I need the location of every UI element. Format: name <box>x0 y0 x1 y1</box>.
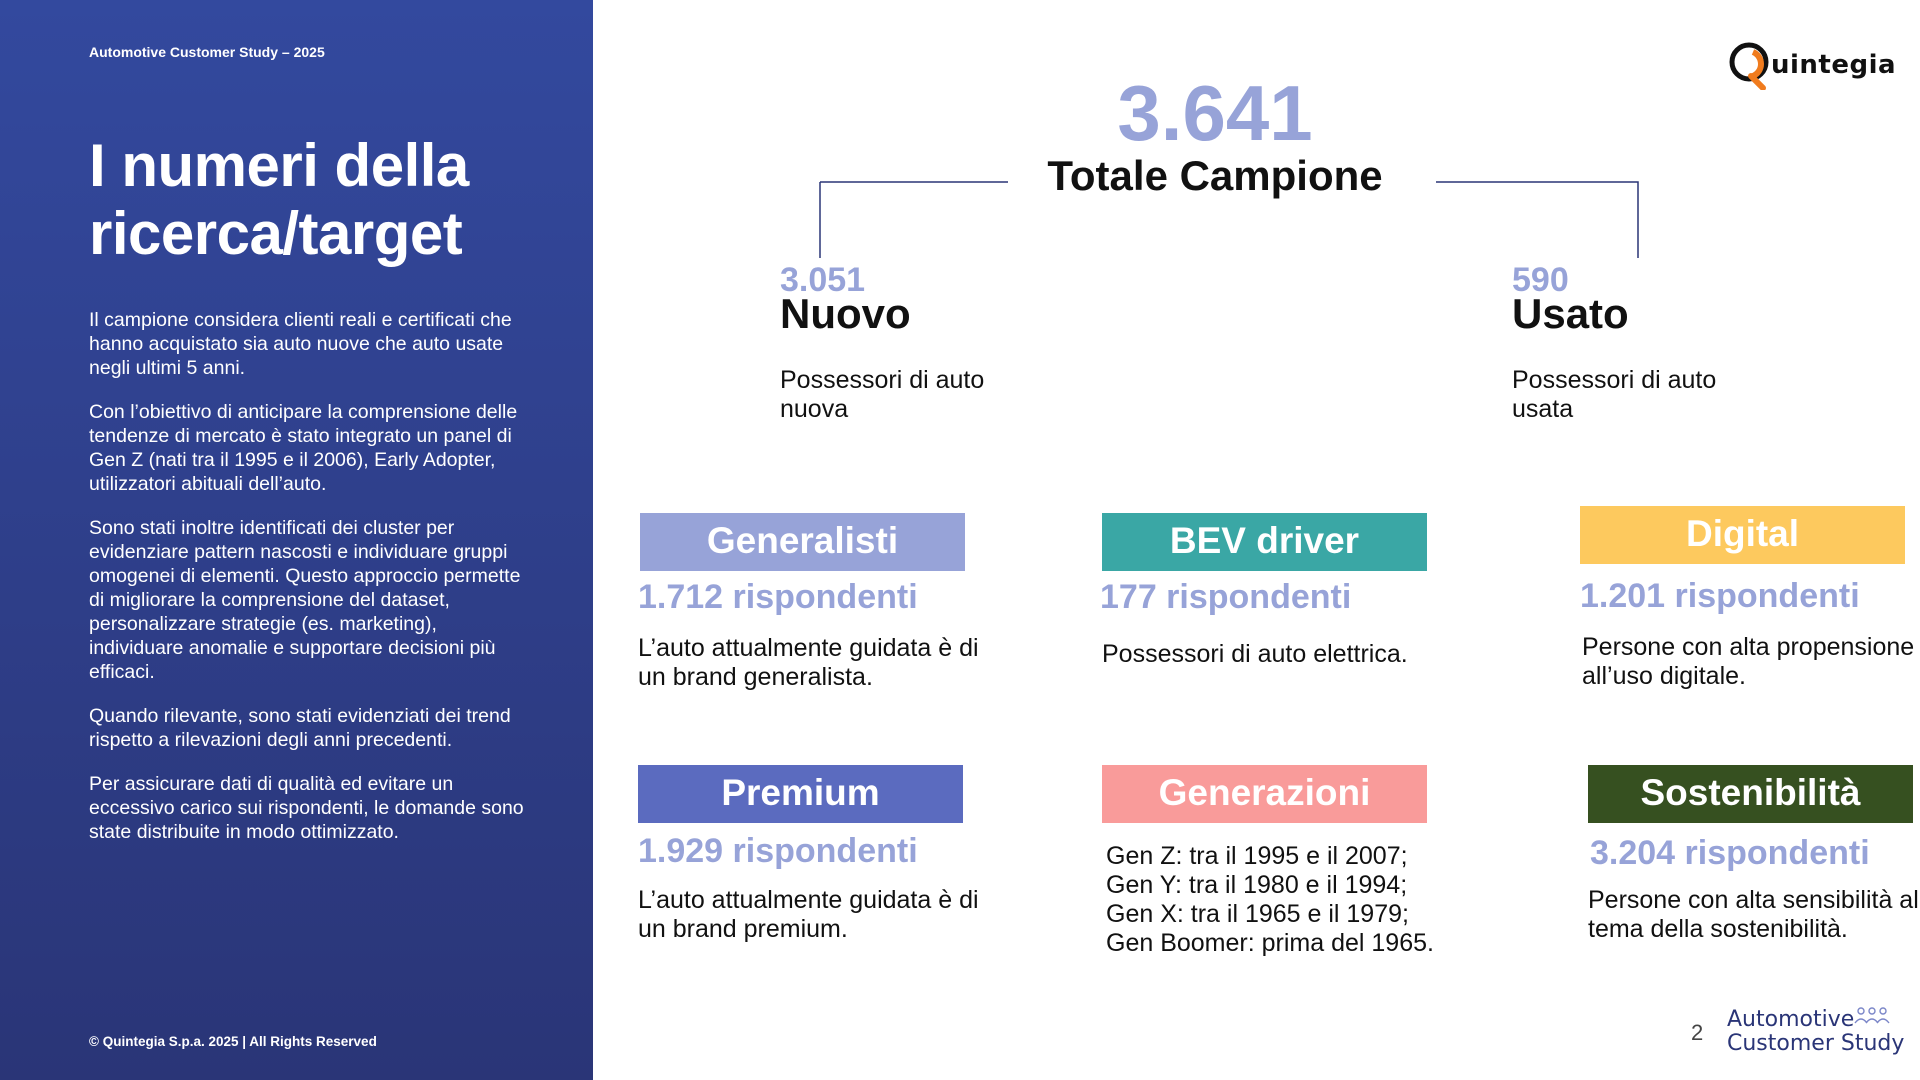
premium-description: L’auto attualmente guidata è di un brand premium. <box>638 886 979 943</box>
usato-description: Possessori di auto usata <box>1512 366 1717 423</box>
generazioni-line: Gen Z: tra il 1995 e il 2007; <box>1106 842 1408 870</box>
intro-paragraphs <box>89 308 529 864</box>
usato-label: Usato <box>1512 290 1629 337</box>
generazioni-header: Generazioni <box>1102 765 1427 823</box>
total-sample-number: 3.641 <box>1117 69 1313 157</box>
bev-driver-description: Possessori di auto elettrica. <box>1102 640 1408 668</box>
generazioni-line: Gen Y: tra il 1980 e il 1994; <box>1106 871 1408 899</box>
digital-count: 1.201 rispondenti <box>1580 577 1860 615</box>
nuovo-label: Nuovo <box>780 290 911 337</box>
intro-paragraph: Sono stati inoltre identificati dei cluster per evidenziare pattern nascosti e individuare gruppi omogenei di elementi. Questo approccio permette di migliorare la comprensione del dataset, personalizzare strategie (es. marketing), individuare anomalie e supportare decisioni più efficaci. <box>89 517 521 683</box>
tree-connector <box>0 0 1920 300</box>
generazioni-line: Gen Boomer: prima del 1965. <box>1106 929 1434 957</box>
copyright-notice: © Quintegia S.p.a. 2025 | All Rights Reserved <box>89 1034 377 1049</box>
intro-paragraph: Con l’obiettivo di anticipare la comprensione delle tendenze di mercato è stato integrato un panel di Gen Z (nati tra il 1995 e il 2006), Early Adopter, utilizzatori abituali dell’auto. <box>89 401 518 495</box>
usato-count: 590 <box>1512 261 1569 299</box>
sostenibilita-description: Persone con alta sensibilità al tema della sostenibilità. <box>1588 886 1919 943</box>
footer-brand-line1: Automotive <box>1727 1007 1855 1032</box>
generalisti-description: L’auto attualmente guidata è di un brand generalista. <box>638 634 979 691</box>
premium-count: 1.929 rispondenti <box>638 832 918 870</box>
page-number: 2 <box>1691 1020 1704 1045</box>
generalisti-count: 1.712 rispondenti <box>638 578 918 616</box>
nuovo-description: Possessori di auto nuova <box>780 366 985 423</box>
digital-description: Persone con alta propensione all’uso digitale. <box>1582 633 1915 690</box>
footer-brand-line2: Customer Study <box>1727 1031 1905 1056</box>
premium-header: Premium <box>638 765 963 823</box>
intro-paragraph: Il campione considera clienti reali e certificati che hanno acquistato sia auto nuove che auto usate negli ultimi 5 anni. <box>89 309 512 379</box>
study-label: Automotive Customer Study – 2025 <box>89 44 325 60</box>
sostenibilita-header: Sostenibilità <box>1588 765 1913 823</box>
bev-driver-count: 177 rispondenti <box>1100 578 1352 616</box>
page-title: I numeri della ricerca/target <box>89 132 469 267</box>
total-sample-label: Totale Campione <box>1047 152 1383 199</box>
logo-text: uintegia <box>1771 50 1897 80</box>
nuovo-count: 3.051 <box>780 261 866 299</box>
intro-paragraph: Quando rilevante, sono stati evidenziati dei trend rispetto a rilevazioni degli anni precedenti. <box>89 705 511 751</box>
intro-paragraph: Per assicurare dati di qualità ed evitare un eccessivo carico sui rispondenti, le domande sono state distribuite in modo ottimizzato. <box>89 773 524 843</box>
generalisti-header: Generalisti <box>640 513 965 571</box>
bev-driver-header: BEV driver <box>1102 513 1427 571</box>
generazioni-list <box>1106 842 1486 958</box>
footer-brand <box>1727 1008 1904 1056</box>
people-group-icon <box>1854 1006 1890 1028</box>
digital-header: Digital <box>1580 506 1905 564</box>
generazioni-line: Gen X: tra il 1965 e il 1979; <box>1106 900 1409 928</box>
sostenibilita-count: 3.204 rispondenti <box>1590 834 1870 872</box>
